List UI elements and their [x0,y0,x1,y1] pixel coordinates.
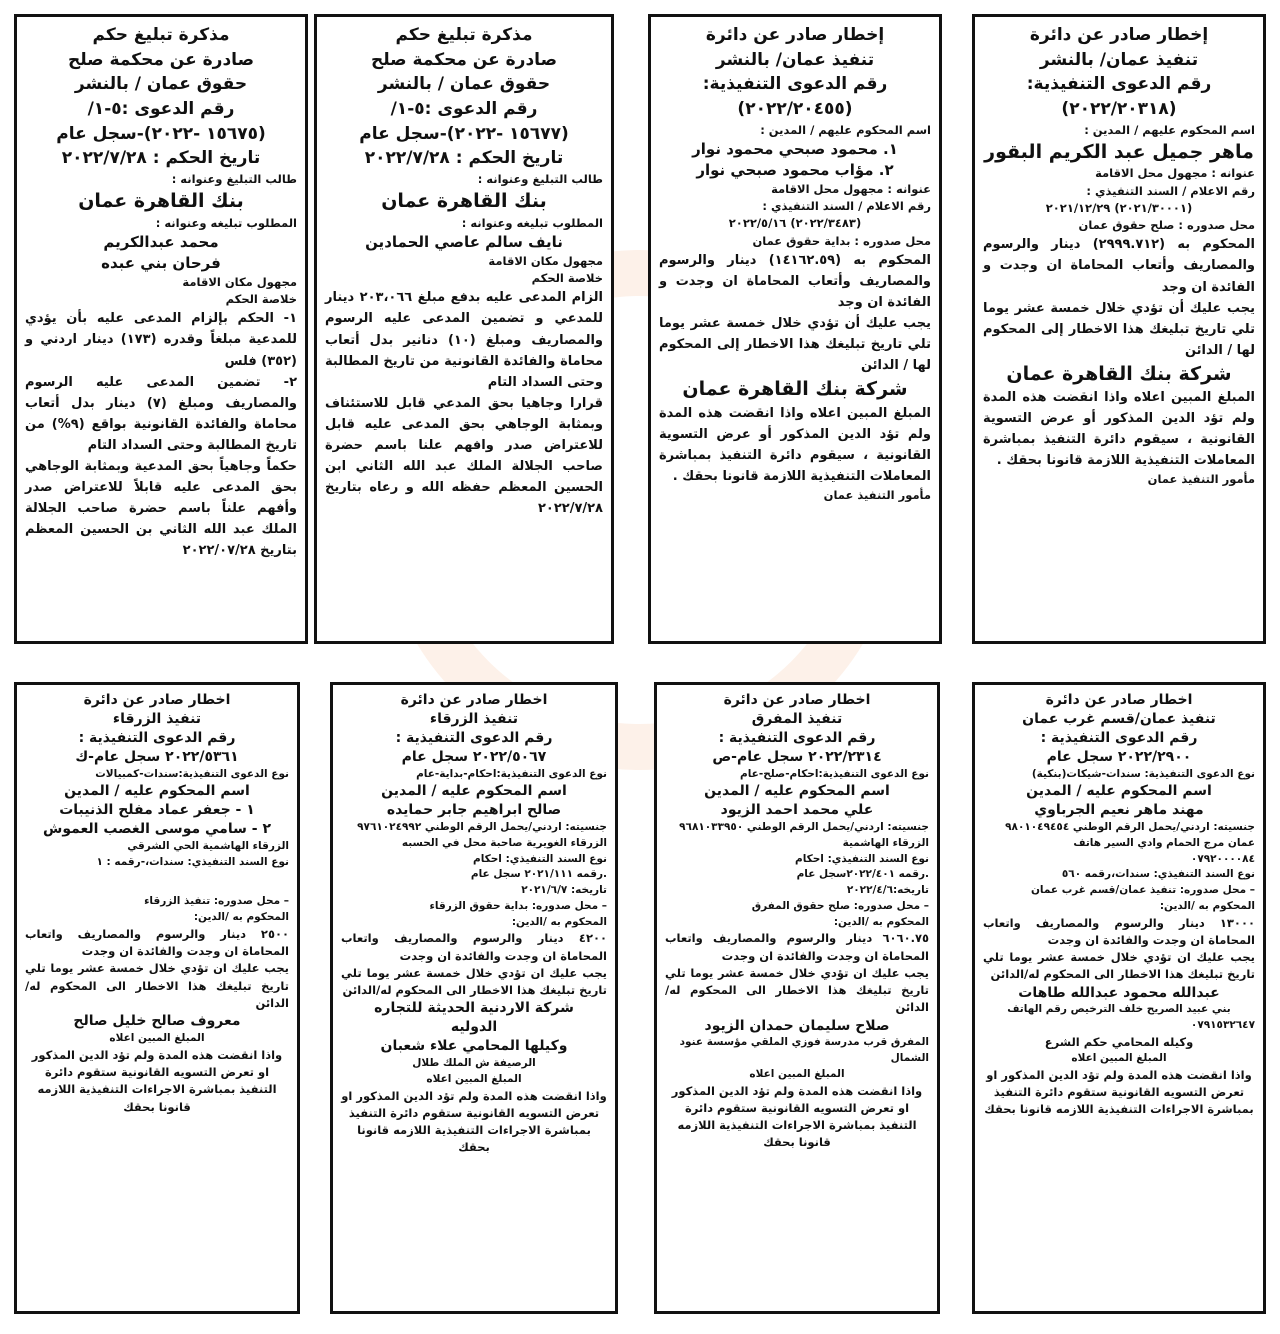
instrument-number: .رقمه ٢٠٢٢/٤٠١سجل عام [796,868,929,881]
notice-heading: تنفيذ الزرقاء [112,710,202,727]
debtor-name: صالح ابراهيم جابر حمايده [386,802,562,819]
amount-note: المبلغ المبين اعلاه [1071,1052,1167,1065]
spacer [25,870,289,894]
instrument-label: رقم الاعلام / السند التنفيذي : [762,199,931,214]
plaintiff-name: بنك القاهرة عمان [78,190,244,213]
plaintiff-label: طالب التبليغ وعنوانه : [171,171,297,186]
notice-heading: حقوق عمان / بالنشر [377,74,551,95]
address-line: عنوانه : مجهول محل الاقامة [771,181,931,196]
amount-note: المبلغ المبين اعلاه [426,1072,522,1085]
plaintiff-label: طالب التبليغ وعنوانه : [477,171,603,186]
notice-heading: حقوق عمان / بالنشر [74,74,248,95]
notice-amman-execution-20455 [648,14,942,644]
phone-number: ٠٧٩١٥٣٢٦٤٧ [1190,1019,1255,1032]
address-line: عمان مرج الحمام وادي السير هاتف [1073,836,1255,849]
phone-number: ٠٧٩٢٠٠٠٠٨٤ [1190,852,1255,865]
plaintiff-name: بنك القاهرة عمان [381,190,547,213]
signature: مأمور التنفيذ عمان [1147,472,1255,487]
issuer-line: – محل صدوره: صلح حقوق المفرق [751,899,929,912]
debtor-label: اسم المحكوم عليه / المدين [381,783,567,800]
case-type: نوع الدعوى التنفيذية:احكام-صلح-عام [740,767,929,780]
creditor-name: شركة الاردنية الحديثة للتجاره [374,1000,574,1017]
notice-judgment-15677 [314,14,614,644]
address-line: عنوانه : مجهول محل الاقامة [1095,166,1255,181]
judgment-summary: الزام المدعى عليه بدفع مبلغ ٢٠٣،٠٦٦ دينار للمدعي و تضمين المدعى عليه الرسوم والمصاريف ومبلغ (١٠) دنانير بدل أتعاب محاماة والفائدة القانونية من تاريخ المطالبة وحتى السداد التام [325,290,603,390]
notice-heading: رقم الدعوى التنفيذية: [702,74,888,95]
case-number: ٢٠٢٢/٥٠٦٧ سجل عام [401,748,547,765]
debt-label: المحكوم به /الدين: [511,915,607,928]
debtor-name: ٢. مؤاب محمود صبحي نوار [696,160,894,179]
notice-heading: تنفيذ عمان/قسم غرب عمان [1022,710,1216,727]
defendant-name: محمد عبدالكريم [103,232,219,251]
summary-label: خلاصة الحكم [531,271,603,286]
amount-note: المبلغ المبين اعلاه [749,1067,845,1080]
creditor-name: صلاح سليمان حمدان الزيود [704,1017,890,1034]
instrument-line: نوع السند التنفيذي: سندات،-رقمه : ١ [96,855,289,868]
notice-heading: اخطار صادر عن دائرة [1045,692,1193,708]
instrument-line: نوع السند التنفيذي: احكام [795,852,929,865]
notice-heading: صادرة عن محكمة صلح [370,49,557,70]
instrument-label: رقم الاعلام / السند التنفيذي : [1086,183,1255,198]
address-line: الزرقاء الغويرية صاحبة محل في الحسبه [401,836,607,849]
issuer-line: محل صدوره : بداية حقوق عمان [752,233,931,248]
instrument-line: نوع السند التنفيذي: احكام [473,852,607,865]
notice-heading: مذكرة تبليغ حكم [92,25,230,45]
debtor-name: ١ - جعفر عماد مفلح الذنيبات [59,802,255,819]
debtor-label: اسم المحكوم عليه / المدين [704,783,890,800]
instrument-number: (٢٠٢٢/٣٤٨٣) ٢٠٢٢/٥/١٦ [728,216,862,231]
creditor-address: بني عبيد الصريح خلف الترخيص رقم الهاتف [1007,1003,1231,1016]
notice-heading: رقم الدعوى التنفيذية : [395,729,553,746]
payment-deadline: يجب عليك ان تؤدي خلال خمسة عشر يوما تلي تاريخ تبليغك هذا الاخطار الى المحكوم له/الدائن [341,965,607,998]
address-line: مجهول مكان الاقامة [488,253,603,268]
judgment-amount: المحكوم به (١٤١٦٢.٥٩) دينار والرسوم والمصاريف وأتعاب المحاماة ان وجدت و الفائدة ان وجد [659,252,931,310]
judgment-amount: المحكوم به (٢٩٩٩.٧١٢) دينار والرسوم والمصاريف وأتعاب المحاماة ان وجدت و الفائدة ان وجد [983,237,1255,295]
case-number: ٢٠٢٢/٢٩٠٠ سجل عام [1046,748,1192,765]
lawyer-line: وكيله المحامي حكم الشرع [1044,1034,1194,1049]
instrument-date: تاريخه:٢٠٢٢/٤/٦ [846,884,929,897]
judgment-amount: ٤٢٠٠ دينار والرسوم والمصاريف واتعاب المحاماة ان وجدت والفائدة ان وجدت [341,931,607,963]
debt-label: المحكوم به /الدين: [833,915,929,928]
nationality-line: جنسيته: اردني/يحمل الرقم الوطني ٩٨٠١٠٤٩٤٥٤ [1005,821,1255,834]
notice-amman-execution-20318 [972,14,1266,644]
debtor-label: اسم المحكوم عليهم / المدين : [1084,122,1255,137]
creditor-name: معروف صالح خليل صالح [73,1013,241,1030]
issuer-line: – محل صدوره: بداية حقوق الزرقاء [429,899,607,912]
instrument-number: (٢٠٢١/٣٠٠٠١) ٢٠٢١/١٢/٢٩ [1045,200,1193,215]
defendant-label: المطلوب تبليغه وعنوانه : [155,215,297,230]
judgment-ruling: قرارا وجاهيا بحق المدعي قابل للاستئناف وبمثابة الوجاهي بحق المدعى عليه قابل للاعتراض صدر وافهم علنا باسم حضرة صاحب الجلالة الملك عبد الله الثاني ابن الحسين المعظم حفظه الله و رعاه بتاريخ ٢٠٢٢/٧/٢٨ [325,395,603,516]
notice-heading: رقم الدعوى التنفيذية: [1026,74,1212,95]
notice-judgment-15675 [14,14,308,644]
enforcement-warning: واذا انقضت هذه المدة ولم تؤد الدين المذكور او تعرض التسويه القانونية ستقوم دائرة التنفيذ بمباشرة الاجراءات التنفيذية اللازمه قانونا بحقك [341,1088,607,1155]
nationality-line: جنسيته: اردني/يحمل الرقم الوطني ٩٦٨١٠٣٣٩٥٠ [679,821,929,834]
notice-heading: رقم الدعوى التنفيذية : [718,729,876,746]
notice-west-amman-2900 [972,682,1266,1314]
enforcement-warning: واذا انقضت هذه المدة ولم تؤد الدين المذكور او تعرض التسويه القانونية ستقوم دائرة التنفيذ بمباشرة الاجراءات التنفيذية اللازمه قانونا بحقك [984,1067,1254,1117]
judgment-amount: ٢٥٠٠ دينار والرسوم والمصاريف واتعاب المحاماة ان وجدت والفائدة ان وجدت [25,926,289,959]
case-type: نوع الدعوى التنفيذية:احكام-بداية-عام [416,767,607,780]
amount-note: المبلغ المبين اعلاه [109,1032,205,1045]
debtor-name: ١. محمود صبحي محمود نوار [692,139,898,158]
lawyer-line: وكيلها المحامي علاء شعبان [380,1038,568,1055]
notice-zarqa-5067 [330,682,618,1314]
case-number: (١٥٦٧٧ -٢٠٢٢)-سجل عام [359,123,569,144]
case-type: نوع الدعوى التنفيذية: سندات-شيكات(بنكية) [1031,767,1255,780]
debt-label: المحكوم به /الدين: [193,911,289,924]
nationality-line: جنسيته: اردني/يحمل الرقم الوطني ٩٧٦١٠٢٤٩٩٢ [357,821,607,834]
payment-deadline: يجب عليك ان تؤدي خلال خمسة عشر يوما تلي تاريخ تبليغك هذا الاخطار الى المحكوم له/الدائن [983,950,1255,982]
address-line: الزرقاء الهاشمية الحي الشرقي [127,839,289,852]
debtor-label: اسم المحكوم عليه / المدين [1026,783,1212,800]
case-number: (٢٠٢٢/٢٠٤٥٥) [737,98,853,119]
judgment-date: تاريخ الحكم : ٢٠٢٢/٧/٢٨ [61,148,261,169]
notice-heading: تنفيذ عمان/ بالنشر [1039,49,1199,70]
debt-label: المحكوم به /الدين: [1159,899,1255,912]
notice-heading: تنفيذ عمان/ بالنشر [715,49,875,70]
case-number: (٢٠٢٢/٢٠٣١٨) [1061,98,1177,119]
notice-heading: تنفيذ المفرق [751,710,843,727]
issuer-line: محل صدوره : صلح حقوق عمان [1078,218,1255,233]
enforcement-warning: المبلغ المبين اعلاه واذا انقضت هذه المدة ولم تؤد الدين المذكور أو عرض التسوية القانونية ، سيقوم دائرة التنفيذ بمباشرة المعاملات التنفيذية اللازمة قانونا بحقك . [659,405,931,484]
judgment-clause-2: ٢- تضمين المدعى عليه الرسوم والمصاريف ومبلغ (٧) دينار بدل أتعاب محاماة والفائدة القانونية بواقع (٩%) من تاريخ المطالبة وحتى السداد التام [25,374,297,453]
summary-label: خلاصة الحكم [225,292,297,307]
notice-heading: اخطار صادر عن دائرة [400,692,548,708]
instrument-number: .رقمه ٢٠٢١/١١١ سجل عام [470,868,607,881]
defendant-name: فرحان بني عبده [101,253,221,272]
judgment-ruling: حكماً وجاهياً بحق المدعية وبمثابة الوجاهي بحق المدعى عليه قابلاً للاعتراض صدر وأفهم علناً باسم حضرة صاحب الجلالة الملك عبد الله الثاني بن الحسين المعظم بتاريخ ٢٠٢٢/٠٧/٢٨ [25,458,297,558]
issuer-line: – محل صدوره: تنفيذ عمان/قسم غرب عمان [1030,884,1255,897]
case-number: رقم الدعوى :٥-١/ [87,98,235,119]
payment-deadline: يجب عليك أن تؤدي خلال خمسة عشر يوما تلي تاريخ تبليغك هذا الاخطار إلى المحكوم لها / الدائن [659,315,931,374]
notice-heading: اخطار صادر عن دائرة [723,692,871,708]
creditor-name: شركة بنك القاهرة عمان [1006,362,1232,385]
instrument-date: تاريخه: ٢٠٢١/٦/٧ [521,884,607,897]
creditor-name: الدوليه [450,1019,498,1036]
notice-zarqa-5361 [14,682,300,1314]
notice-heading: صادرة عن محكمة صلح [67,49,254,70]
signature: مأمور التنفيذ عمان [823,487,931,502]
case-type: نوع الدعوى التنفيذية:سندات-كمبيالات [95,767,289,780]
issuer-line: – محل صدوره: تنفيذ الزرقاء [144,895,289,908]
notice-heading: تنفيذ الزرقاء [429,710,519,727]
debtor-label: اسم المحكوم عليهم / المدين : [760,122,931,137]
notice-heading: إخطار صادر عن دائرة [1029,25,1209,45]
case-number: ٢٠٢٢/٢٣١٤ سجل عام-ص [712,748,882,765]
enforcement-warning: واذا انقضت هذه المدة ولم تؤد الدين المذكور او تعرض التسويه القانونية ستقوم دائرة التنفيذ بمباشرة الاجراءات التنفيذية اللازمه قانونا بحقك [31,1047,283,1114]
instrument-line: نوع السند التنفيذي: سندات،رقمه ٥٦٠ [1061,868,1255,881]
case-number: ٢٠٢٢/٥٣٦١ سجل عام-ك [75,748,239,765]
judgment-amount: ١٣٠٠٠ دينار والرسوم والمصاريف واتعاب المحاماة ان وجدت والفائدة ان وجدت [983,915,1255,947]
enforcement-warning: واذا انقضت هذه المدة ولم تؤد الدين المذكور او تعرض التسويه القانونية ستقوم دائرة التنفيذ بمباشرة الاجراءات التنفيذية اللازمه قانونا بحقك [671,1083,923,1150]
judgment-clause-1: ١- الحكم بإلزام المدعى عليه بأن يؤدي للمدعية مبلغاً وقدره (١٧٣) دينار اردني و (٣٥٢) فلس [25,311,297,369]
defendant-label: المطلوب تبليغه وعنوانه : [461,215,603,230]
defendant-name: نايف سالم عاصي الحمادين [365,232,563,251]
payment-deadline: يجب عليك ان تؤدي خلال خمسة عشر يوما تلي تاريخ تبليغك هذا الاخطار الى المحكوم له/الدائن [25,961,289,1010]
notice-heading: رقم الدعوى التنفيذية : [78,729,236,746]
case-number: رقم الدعوى :٥-١/ [390,98,538,119]
address-line: الزرقاء الهاشمية [842,836,929,849]
debtor-name: ٢ - سامي موسى الغصب العموش [43,821,271,838]
judgment-amount: ٦٠٦٠.٧٥ دينار والرسوم والمصاريف واتعاب المحاماة ان وجدت والفائدة ان وجدت [665,931,929,963]
debtor-name: مهند ماهر نعيم الجرباوي [1034,802,1204,819]
payment-deadline: يجب عليك أن تؤدي خلال خمسة عشر يوما تلي تاريخ تبليغك هذا الاخطار إلى المحكوم لها / الدائن [983,300,1255,358]
notice-heading: رقم الدعوى التنفيذية : [1040,729,1198,746]
notice-mafraq-2314 [654,682,940,1314]
creditor-address: المفرق قرب مدرسة فوزي الملقي مؤسسة عنود الشمال [679,1036,929,1065]
notice-heading: مذكرة تبليغ حكم [395,25,533,45]
creditor-name: شركة بنك القاهرة عمان [682,378,908,401]
judgment-date: تاريخ الحكم : ٢٠٢٢/٧/٢٨ [364,148,564,169]
notice-heading: اخطار صادر عن دائرة [83,692,231,708]
enforcement-warning: المبلغ المبين اعلاه واذا انقضت هذه المدة ولم تؤد الدين المذكور أو عرض التسوية القانونية ، سيقوم دائرة التنفيذ بمباشرة المعاملات التنفيذية اللازمة قانونا بحقك . [983,390,1255,469]
debtor-label: اسم المحكوم عليه / المدين [64,783,250,800]
notice-heading: إخطار صادر عن دائرة [705,25,885,45]
case-number: (١٥٦٧٥ -٢٠٢٢)-سجل عام [56,123,266,144]
debtor-name: علي محمد احمد الزيود [720,802,874,819]
creditor-name: عبدالله محمود عبدالله طاهات [1018,984,1220,1001]
creditor-address: الرصيفة ش الملك طلال [412,1057,536,1070]
payment-deadline: يجب عليك ان تؤدي خلال خمسة عشر يوما تلي تاريخ تبليغك هذا الاخطار الى المحكوم له/الدائن [665,965,929,1015]
address-line: مجهول مكان الاقامة [182,274,297,289]
debtor-name: ماهر جميل عبد الكريم البقور [984,140,1254,163]
